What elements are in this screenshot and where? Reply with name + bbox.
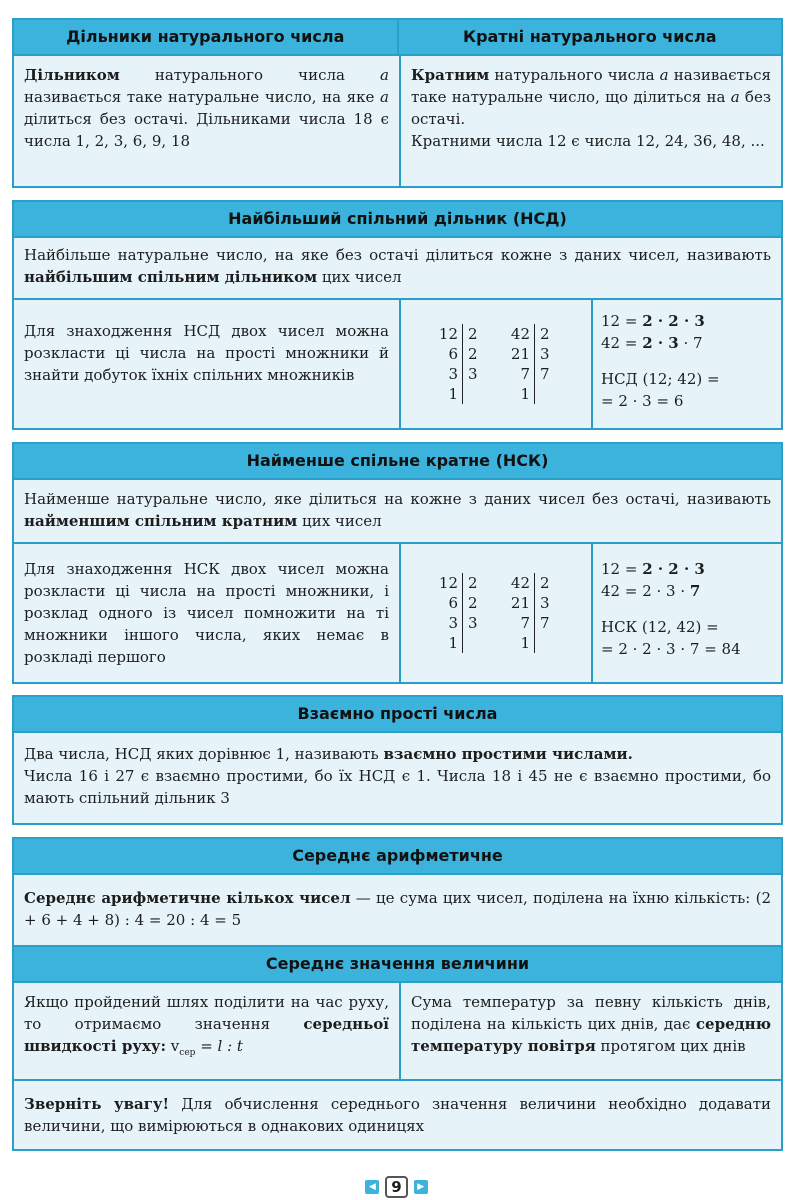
- prime-factor: [463, 633, 482, 653]
- prime-factor: [463, 384, 482, 404]
- mean-title: Середнє арифметичне: [14, 839, 781, 875]
- attention-note: Зверніть увагу! Для обчислення середнього значення величини необхідно додавати величини, що вимірюються в однакових одиницях: [24, 1095, 771, 1135]
- mean-definition: Середнє арифметичне кількох чисел — це сума цих чисел, поділена на їхню кількість: (2 + 6 + 4 + 8) : 4 = 20 : 4 = 5: [24, 889, 772, 929]
- lcm-fact-12: [438, 573, 482, 653]
- next-page-icon[interactable]: ▶: [414, 1180, 428, 1194]
- page-navigation: [0, 1176, 793, 1198]
- factor-number: 7: [510, 613, 535, 633]
- multiples-definition: Кратним натурального числа a називається таке натуральне число, що ділиться на a без остачі. Кратними числа 12 є числа 12, 24, 36, 48, ...: [399, 56, 781, 188]
- avg-value-title: Середнє значення величини: [14, 945, 781, 983]
- prime-factor: 2: [468, 574, 478, 592]
- divisors-multiples-box: [12, 18, 783, 188]
- prime-factor: 3: [540, 594, 550, 612]
- prime-factor: 7: [540, 365, 550, 383]
- gcd-definition: Найбільше натуральне число, на яке без остачі ділиться кожне з даних чисел, називають найбільшим спільним дільником цих чисел: [24, 246, 771, 286]
- lcm-definition: Найменше натуральне число, яке ділиться на кожне з даних чисел без остачі, називають найменшим спільним кратним цих чисел: [24, 490, 771, 530]
- lcm-factorization: [399, 544, 591, 682]
- factor-number: 12: [438, 573, 463, 593]
- prime-factor: 7: [540, 614, 550, 632]
- factor-number: 1: [510, 384, 535, 404]
- prime-factor: 2: [540, 325, 550, 343]
- factor-number: 1: [510, 633, 535, 653]
- divisors-title: Дільники натурального числа: [14, 20, 397, 56]
- prime-factor: 3: [468, 614, 478, 632]
- prime-factor: 3: [540, 345, 550, 363]
- lcm-method: Для знаходження НСК двох чисел можна розкласти ці числа на прості множники, і розклад одного із чисел помножити на ті множники іншого числа, яких немає в розкладі першого: [24, 560, 389, 666]
- avg-speed-text: Якщо пройдений шлях поділити на час руху, то отримаємо значення середньої швидкості руху: $v_{сер} = l$ : t: [24, 993, 389, 1058]
- coprime-title: Взаємно прості числа: [14, 697, 781, 733]
- prime-factor: 2: [468, 345, 478, 363]
- factor-number: 3: [438, 613, 463, 633]
- gcd-method: Для знаходження НСД двох чисел можна розкласти ці числа на прості множники й знайти добуток їхніх спільних множників: [24, 322, 389, 384]
- factor-number: 6: [438, 344, 463, 364]
- prime-factor: [535, 633, 554, 653]
- lcm-fact-42: [510, 573, 554, 653]
- prime-factor: 2: [468, 325, 478, 343]
- lcm-title: Найменше спільне кратне (НСК): [14, 444, 781, 480]
- divisors-definition: Дільником натурального числа a називається таке натуральне число, на яке a ділиться без остачі. Дільниками числа 18 є числа 1, 2, 3, 6, 9, 18: [24, 66, 389, 150]
- prime-factor: [535, 384, 554, 404]
- multiples-example: Кратними числа 12 є числа 12, 24, 36, 48, ...: [411, 132, 765, 150]
- prime-factor: 2: [540, 574, 550, 592]
- avg-temperature-text: Сума температур за певну кількість днів, поділена на кількість цих днів, дає середню температуру повітря протягом цих днів: [399, 983, 781, 1079]
- factor-number: 42: [510, 573, 535, 593]
- factor-number: 21: [510, 344, 535, 364]
- prime-factor: 3: [468, 365, 478, 383]
- factor-number: 1: [438, 633, 463, 653]
- lcm-result: 12 = 2 · 2 · 3 42 = 2 · 3 · 7 НСК (12, 42) = = 2 · 2 · 3 · 7 = 84: [591, 544, 781, 682]
- factor-number: 21: [510, 593, 535, 613]
- mean-box: [12, 837, 783, 1151]
- gcd-result: 12 = 2 · 2 · 3 42 = 2 · 3 · 7 НСД (12; 42) = = 2 · 3 = 6: [591, 300, 781, 428]
- factor-number: 12: [438, 324, 463, 344]
- prime-factor: 2: [468, 594, 478, 612]
- gcd-title: Найбільший спільний дільник (НСД): [14, 202, 781, 238]
- gcd-fact-12: [438, 324, 482, 404]
- prev-page-icon[interactable]: ◀: [365, 1180, 379, 1194]
- factor-number: 6: [438, 593, 463, 613]
- page-number: 9: [385, 1176, 407, 1198]
- coprime-box: [12, 695, 783, 825]
- factor-number: 3: [438, 364, 463, 384]
- coprime-text: Два числа, НСД яких дорівнює 1, називають взаємно простими числами. Числа 16 і 27 є взаємно простими, бо їх НСД є 1. Числа 18 і 45 не є взаємно простими, бо мають спільний дільник 3: [24, 745, 771, 807]
- gcd-fact-42: [510, 324, 554, 404]
- gcd-factorization: [399, 300, 591, 428]
- factor-number: 1: [438, 384, 463, 404]
- factor-number: 7: [510, 364, 535, 384]
- factor-number: 42: [510, 324, 535, 344]
- multiples-title: Кратні натурального числа: [397, 20, 782, 56]
- lcm-box: [12, 442, 783, 684]
- gcd-box: [12, 200, 783, 430]
